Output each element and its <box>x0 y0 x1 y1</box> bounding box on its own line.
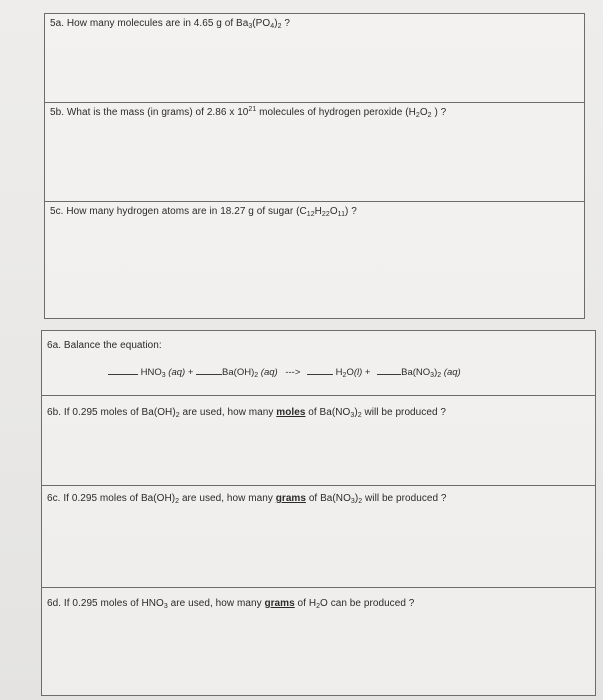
divider-5b-5c <box>45 201 584 202</box>
emphasis-grams: grams <box>275 493 306 504</box>
question-label: 5c. <box>50 206 64 217</box>
question-label: 6a. <box>47 340 62 351</box>
question-6b: 6b. If 0.295 moles of $Ba(OH)_2$ are used, how many moles of $Ba(NO_3)_2$ will be produced ? <box>47 407 446 419</box>
question-6a: 6a. Balance the equation: <box>47 340 162 351</box>
question-box-6 <box>41 330 596 696</box>
question-6c: 6c. If 0.295 moles of $Ba(OH)_2$ are used, how many grams of $Ba(NO_3)_2$ will be produced ? <box>47 493 447 505</box>
question-5c: 5c. How many hydrogen atoms are in 18.27 g of sugar $(C_{12}H_{22}O_{11})$ ? <box>50 206 357 218</box>
coefficient-blank-3[interactable] <box>307 366 333 375</box>
chemical-equation: $HNO_3$ $(aq) + Ba(OH)_2$ (aq) ---> $H_2O(l) + Ba(NO_3)_2$ (aq) <box>108 366 461 378</box>
divider-6a-6b <box>42 395 595 396</box>
divider-6c-6d <box>42 587 595 588</box>
question-label: 6b. <box>47 407 62 418</box>
divider-6b-6c <box>42 485 595 486</box>
question-box-5 <box>44 13 585 319</box>
divider-5a-5b <box>45 102 584 103</box>
question-label: 5b. <box>50 107 65 118</box>
question-5b: 5b. What is the mass (in grams) of 2.86 x $10^{21}$ molecules of hydrogen peroxide ($H_2O_2$ ) ? <box>50 106 447 119</box>
question-6d: 6d. If 0.295 moles of $HNO_3$ are used, how many grams of $H_2O$ can be produced ? <box>47 598 415 610</box>
coefficient-blank-4[interactable] <box>377 366 401 375</box>
coefficient-blank-2[interactable] <box>196 366 222 375</box>
question-label: 6c. <box>47 493 61 504</box>
question-label: 5a. <box>50 18 65 29</box>
reaction-arrow: ---> <box>285 367 301 378</box>
question-label: 6d. <box>47 598 62 609</box>
emphasis-grams: grams <box>264 598 295 609</box>
coefficient-blank-1[interactable] <box>108 366 138 375</box>
emphasis-moles: moles <box>276 407 306 418</box>
question-5a: 5a. How many molecules are in 4.65 g of $Ba_3(PO_4)_2$ ? <box>50 18 290 30</box>
